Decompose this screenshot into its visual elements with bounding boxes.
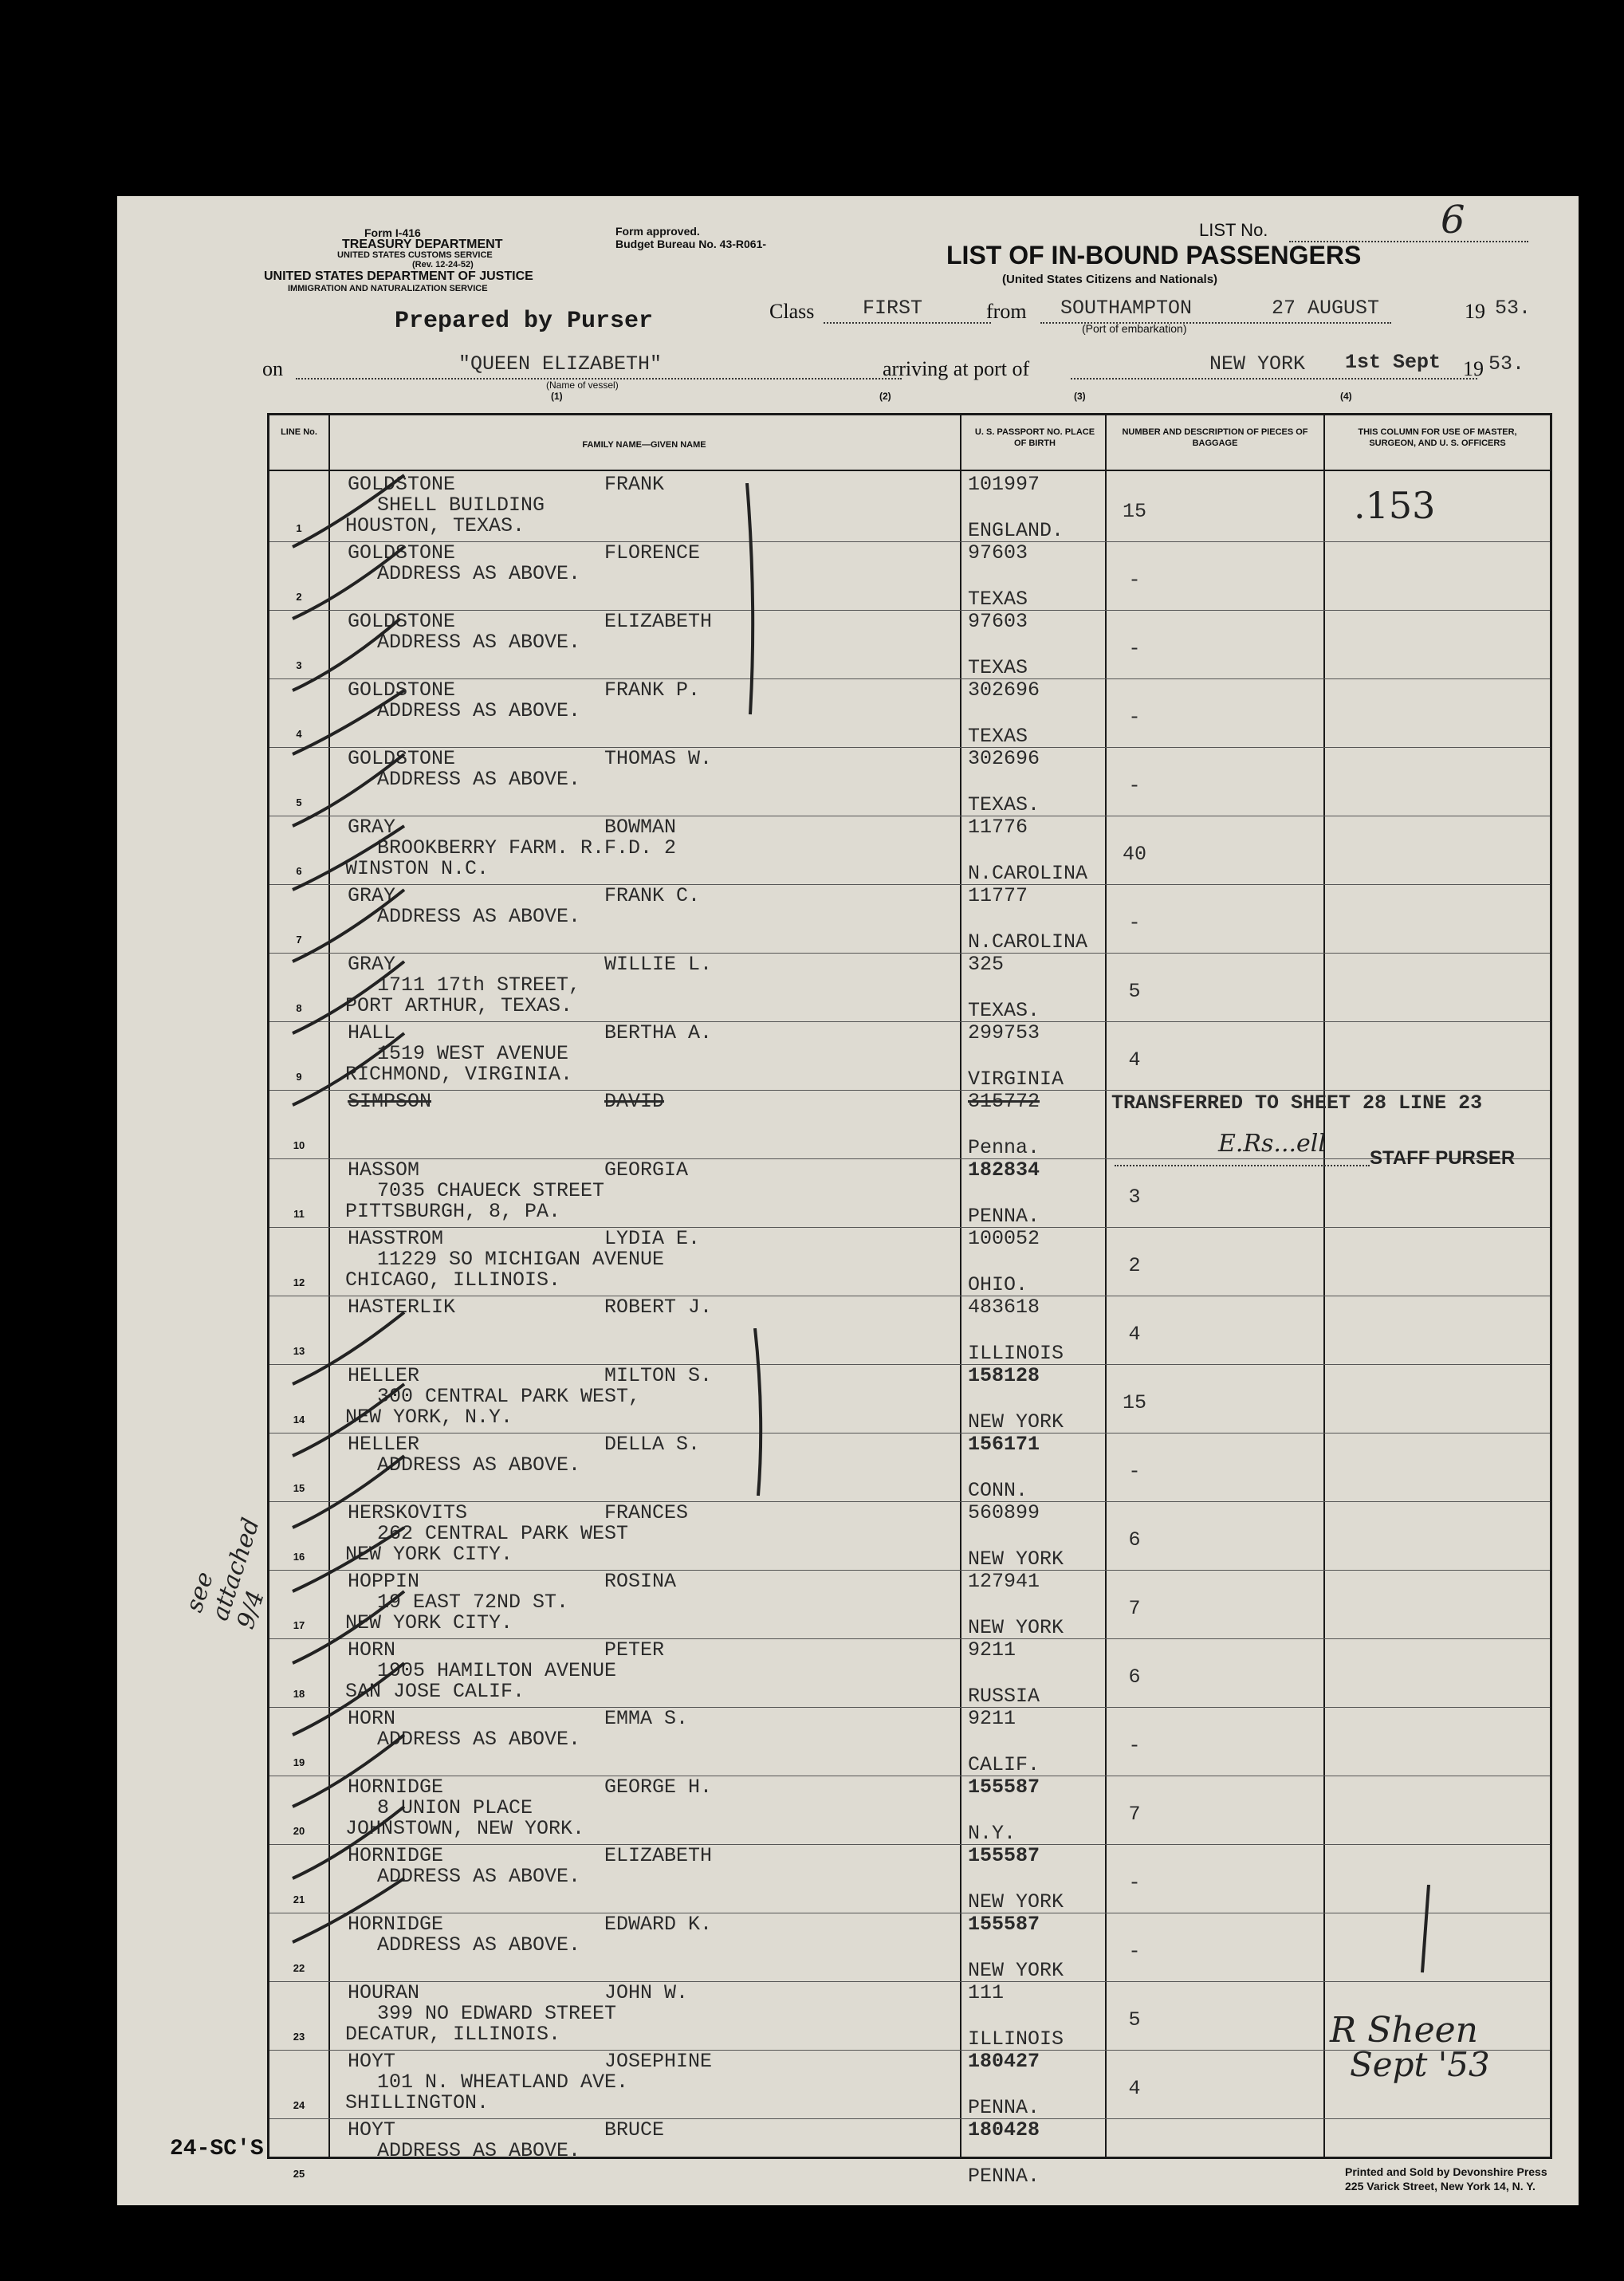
list-no-label: LIST No. <box>1199 220 1268 240</box>
printer-line-2: 225 Varick Street, New York 14, N. Y. <box>1345 2180 1536 2193</box>
passport-number: 560899 <box>968 1501 1040 1524</box>
passport-number: 156171 <box>968 1433 1040 1456</box>
departure-year: 53. <box>1495 297 1532 320</box>
address-line-1: ADDRESS AS ABOVE. <box>377 905 581 928</box>
place-of-birth: NEW YORK <box>968 1959 1064 1982</box>
passport-number: 315772 <box>968 1090 1040 1113</box>
arriving-label: arriving at port of <box>883 357 1030 380</box>
address-line-2: NEW YORK, N.Y. <box>345 1406 513 1429</box>
address-line-1: ADDRESS AS ABOVE. <box>377 562 581 585</box>
passport-number: 302696 <box>968 747 1040 770</box>
passport-number: 158128 <box>968 1364 1040 1387</box>
passport-number: 97603 <box>968 541 1028 564</box>
line-number: 17 <box>293 1619 305 1631</box>
list-subtitle: (United States Citizens and Nationals) <box>1002 273 1218 286</box>
address-line-2: NEW YORK CITY. <box>345 1543 513 1566</box>
purser-signature: E.Rs...ell <box>1218 1130 1326 1158</box>
address-line-1: 1519 WEST AVENUE <box>377 1042 569 1065</box>
passport-number: 97603 <box>968 610 1028 633</box>
place-of-birth: RUSSIA <box>968 1685 1040 1708</box>
family-name: HALL <box>348 1021 396 1044</box>
prepared-by: Prepared by Purser <box>395 308 654 335</box>
passport-number: 155587 <box>968 1913 1040 1936</box>
address-line-1: SHELL BUILDING <box>377 494 545 517</box>
place-of-birth: NEW YORK <box>968 1616 1064 1639</box>
from-value: SOUTHAMPTON <box>1060 297 1193 320</box>
department-label: TREASURY DEPARTMENT <box>342 238 503 251</box>
given-name: PETER <box>604 1638 665 1662</box>
line-number: 21 <box>293 1894 305 1905</box>
family-name: HASSOM <box>348 1158 420 1182</box>
family-name: SIMPSON <box>348 1090 432 1113</box>
line-number: 8 <box>296 1002 302 1014</box>
from-label: from <box>986 300 1027 323</box>
address-line-2: CHICAGO, ILLINOIS. <box>345 1268 561 1292</box>
arrival-year-prefix: 19 <box>1463 357 1484 380</box>
place-of-birth: TEXAS <box>968 588 1028 611</box>
address-line-2: DECATUR, ILLINOIS. <box>345 2023 561 2046</box>
family-name: HORNIDGE <box>348 1844 444 1867</box>
address-line-1: ADDRESS AS ABOVE. <box>377 1728 581 1751</box>
family-name: HOYT <box>348 2050 396 2073</box>
given-name: FRANK P. <box>604 678 701 702</box>
vessel-name: "QUEEN ELIZABETH" <box>458 352 663 376</box>
family-name: HORN <box>348 1707 396 1730</box>
place-of-birth: NEW YORK <box>968 1890 1064 1913</box>
family-name: HOURAN <box>348 1981 420 2004</box>
address-line-2: JOHNSTOWN, NEW YORK. <box>345 1817 585 1840</box>
inspector-signature-1: R Sheen <box>1330 2010 1479 2051</box>
departure-date: 27 AUGUST <box>1272 297 1380 320</box>
passport-number: 180428 <box>968 2118 1040 2141</box>
place-of-birth: TEXAS. <box>968 999 1040 1022</box>
line-number: 16 <box>293 1551 305 1563</box>
baggage-count: 40 <box>1122 843 1146 866</box>
address-line-1: 11229 SO MICHIGAN AVENUE <box>377 1248 665 1271</box>
on-label: on <box>262 357 283 380</box>
place-of-birth: N.CAROLINA <box>968 862 1088 885</box>
baggage-count: 6 <box>1128 1666 1141 1689</box>
baggage-count: - <box>1128 1734 1141 1757</box>
approved-label: Form approved. <box>615 225 700 238</box>
passport-number: 11776 <box>968 816 1028 839</box>
line-number: 7 <box>296 934 302 946</box>
family-name: HELLER <box>348 1364 420 1387</box>
passport-number: 155587 <box>968 1776 1040 1799</box>
address-line-2: RICHMOND, VIRGINIA. <box>345 1063 573 1086</box>
address-line-1: 19 EAST 72ND ST. <box>377 1591 569 1614</box>
line-number: 12 <box>293 1276 305 1288</box>
customs-label: UNITED STATES CUSTOMS SERVICE <box>337 250 493 260</box>
bracket-mark <box>1414 1885 1438 1980</box>
line-number: 19 <box>293 1756 305 1768</box>
address-line-1: BROOKBERRY FARM. R.F.D. 2 <box>377 836 677 859</box>
family-name: HASTERLIK <box>348 1296 456 1319</box>
place-of-birth: ENGLAND. <box>968 519 1064 542</box>
header-name: FAMILY NAME—GIVEN NAME <box>582 440 706 450</box>
budget-label: Budget Bureau No. 43-R061- <box>615 238 767 250</box>
line-number: 18 <box>293 1688 305 1700</box>
baggage-count: 15 <box>1122 1391 1146 1414</box>
footer-code: 24-SC'S <box>170 2137 264 2161</box>
address-line-1: 7035 CHAUECK STREET <box>377 1179 605 1202</box>
place-of-birth: OHIO. <box>968 1273 1028 1296</box>
address-line-1: 300 CENTRAL PARK WEST, <box>377 1385 641 1408</box>
officer-note: .153 <box>1354 484 1436 527</box>
passport-number: 483618 <box>968 1296 1040 1319</box>
given-name: DELLA S. <box>604 1433 701 1456</box>
arrival-year: 53. <box>1488 352 1525 376</box>
inspector-signature-2: Sept '53 <box>1350 2045 1490 2084</box>
family-name: HOPPIN <box>348 1570 420 1593</box>
baggage-count: - <box>1128 1460 1141 1483</box>
given-name: BOWMAN <box>604 816 677 839</box>
place-of-birth: TEXAS. <box>968 793 1040 816</box>
transferred-note: TRANSFERRED TO SHEET 28 LINE 23 <box>1111 1091 1483 1115</box>
baggage-count: 5 <box>1128 980 1141 1003</box>
line-number: 24 <box>293 2099 305 2111</box>
passport-number: 325 <box>968 953 1005 976</box>
class-label: Class <box>769 300 815 323</box>
header-passport: U. S. PASSPORT NO. PLACE OF BIRTH <box>974 427 1095 448</box>
baggage-count: 2 <box>1128 1254 1141 1277</box>
given-name: ELIZABETH <box>604 1844 713 1867</box>
baggage-count: 3 <box>1128 1186 1141 1209</box>
given-name: LYDIA E. <box>604 1227 701 1250</box>
passport-number: 127941 <box>968 1570 1040 1593</box>
family-name: GOLDSTONE <box>348 678 456 702</box>
family-name: HOYT <box>348 2118 396 2141</box>
baggage-count: 5 <box>1128 2008 1141 2031</box>
vessel-label: (Name of vessel) <box>546 380 619 391</box>
baggage-count: - <box>1128 774 1141 797</box>
place-of-birth: NEW YORK <box>968 1410 1064 1433</box>
list-number: 6 <box>1441 198 1465 242</box>
place-of-birth: ILLINOIS <box>968 2027 1064 2051</box>
baggage-count: - <box>1128 911 1141 934</box>
address-line-2: WINSTON N.C. <box>345 857 490 880</box>
line-number: 9 <box>296 1071 302 1083</box>
address-line-2: SHILLINGTON. <box>345 2091 490 2114</box>
baggage-count: 4 <box>1128 1048 1141 1072</box>
passport-number: 111 <box>968 1981 1005 2004</box>
given-name: JOHN W. <box>604 1981 689 2004</box>
place-of-birth: Penna. <box>968 1136 1040 1159</box>
baggage-count: - <box>1128 1871 1141 1894</box>
header-line-no: LINE No. <box>281 427 317 437</box>
header-baggage: NUMBER AND DESCRIPTION OF PIECES OF BAGGAGE <box>1122 427 1308 448</box>
class-value: FIRST <box>863 297 923 320</box>
address-line-1: ADDRESS AS ABOVE. <box>377 1453 581 1477</box>
column-number-1: (1) <box>551 391 563 402</box>
column-number-4: (4) <box>1340 391 1352 402</box>
revision-label: (Rev. 12-24-52) <box>412 260 474 269</box>
place-of-birth: TEXAS <box>968 656 1028 679</box>
baggage-count: - <box>1128 706 1141 729</box>
family-name: HORNIDGE <box>348 1776 444 1799</box>
address-line-1: ADDRESS AS ABOVE. <box>377 631 581 654</box>
address-line-1: ADDRESS AS ABOVE. <box>377 768 581 791</box>
given-name: BERTHA A. <box>604 1021 713 1044</box>
given-name: ROBERT J. <box>604 1296 713 1319</box>
family-name: GOLDSTONE <box>348 541 456 564</box>
given-name: MILTON S. <box>604 1364 713 1387</box>
line-number: 20 <box>293 1825 305 1837</box>
line-number: 5 <box>296 796 302 808</box>
ins-label: IMMIGRATION AND NATURALIZATION SERVICE <box>288 284 488 293</box>
family-name: HERSKOVITS <box>348 1501 468 1524</box>
address-line-1: 8 UNION PLACE <box>377 1796 533 1819</box>
arrival-port: NEW YORK <box>1209 352 1306 376</box>
given-name: GEORGE H. <box>604 1776 713 1799</box>
bracket-mark <box>739 483 763 722</box>
address-line-1: ADDRESS AS ABOVE. <box>377 2139 581 2162</box>
given-name: FLORENCE <box>604 541 701 564</box>
family-name: GRAY <box>348 953 396 976</box>
place-of-birth: TEXAS <box>968 725 1028 748</box>
column-number-2: (2) <box>879 391 891 402</box>
list-title: LIST OF IN-BOUND PASSENGERS <box>946 241 1362 269</box>
arrival-date: 1st Sept <box>1345 351 1441 374</box>
given-name: BRUCE <box>604 2118 665 2141</box>
line-number: 25 <box>293 2168 305 2180</box>
port-embarkation-label: (Port of embarkation) <box>1082 322 1187 335</box>
address-line-1: 399 NO EDWARD STREET <box>377 2002 617 2025</box>
line-number: 13 <box>293 1345 305 1357</box>
place-of-birth: CALIF. <box>968 1753 1040 1776</box>
given-name: FRANCES <box>604 1501 689 1524</box>
line-number: 15 <box>293 1482 305 1494</box>
family-name: GOLDSTONE <box>348 610 456 633</box>
line-number: 22 <box>293 1962 305 1974</box>
family-name: GOLDSTONE <box>348 473 456 496</box>
place-of-birth: PENNA. <box>968 2165 1040 2188</box>
place-of-birth: NEW YORK <box>968 1548 1064 1571</box>
address-line-1: 1711 17th STREET, <box>377 973 581 997</box>
given-name: ROSINA <box>604 1570 677 1593</box>
baggage-count: 4 <box>1128 1323 1141 1346</box>
place-of-birth: VIRGINIA <box>968 1068 1064 1091</box>
address-line-1: ADDRESS AS ABOVE. <box>377 699 581 722</box>
family-name: GOLDSTONE <box>348 747 456 770</box>
line-number: 14 <box>293 1414 305 1426</box>
baggage-count: - <box>1128 637 1141 660</box>
place-of-birth: PENNA. <box>968 1205 1040 1228</box>
header-officers: THIS COLUMN FOR USE OF MASTER, SURGEON, AND U. S. OFFICERS <box>1358 427 1517 448</box>
passport-number: 100052 <box>968 1227 1040 1250</box>
passport-number: 182834 <box>968 1158 1040 1182</box>
given-name: EDWARD K. <box>604 1913 713 1936</box>
given-name: FRANK C. <box>604 884 701 907</box>
passport-number: 180427 <box>968 2050 1040 2073</box>
given-name: GEORGIA <box>604 1158 689 1182</box>
line-number: 11 <box>293 1208 305 1220</box>
address-line-1: 1905 HAMILTON AVENUE <box>377 1659 617 1682</box>
address-line-2: NEW YORK CITY. <box>345 1611 513 1634</box>
line-number: 2 <box>296 591 302 603</box>
address-line-2: HOUSTON, TEXAS. <box>345 514 525 537</box>
passport-number: 9211 <box>968 1638 1016 1662</box>
line-number: 10 <box>293 1139 305 1151</box>
form-number: Form I-416 <box>364 226 421 239</box>
given-name: THOMAS W. <box>604 747 713 770</box>
passport-number: 299753 <box>968 1021 1040 1044</box>
manifest-sheet <box>117 196 1579 2205</box>
address-line-2: PITTSBURGH, 8, PA. <box>345 1200 561 1223</box>
baggage-count: - <box>1128 568 1141 592</box>
given-name: JOSEPHINE <box>604 2050 713 2073</box>
printer-line-1: Printed and Sold by Devonshire Press <box>1345 2165 1547 2178</box>
passport-number: 155587 <box>968 1844 1040 1867</box>
justice-label: UNITED STATES DEPARTMENT OF JUSTICE <box>264 269 533 283</box>
baggage-count: - <box>1128 1940 1141 1963</box>
place-of-birth: N.Y. <box>968 1822 1016 1845</box>
address-line-1: ADDRESS AS ABOVE. <box>377 1933 581 1957</box>
passport-number: 101997 <box>968 473 1040 496</box>
line-number: 23 <box>293 2031 305 2043</box>
year-prefix: 19 <box>1465 300 1485 323</box>
line-number: 4 <box>296 728 302 740</box>
line-number: 3 <box>296 659 302 671</box>
margin-note: see attached 9/4 <box>180 1514 270 1633</box>
column-number-3: (3) <box>1074 391 1086 402</box>
address-line-2: SAN JOSE CALIF. <box>345 1680 525 1703</box>
family-name: HORNIDGE <box>348 1913 444 1936</box>
place-of-birth: PENNA. <box>968 2096 1040 2119</box>
family-name: GRAY <box>348 816 396 839</box>
bracket-mark <box>747 1328 771 1504</box>
baggage-count: 6 <box>1128 1528 1141 1551</box>
place-of-birth: ILLINOIS <box>968 1342 1064 1365</box>
check-marks <box>269 459 476 2205</box>
family-name: HORN <box>348 1638 396 1662</box>
baggage-count: 4 <box>1128 2077 1141 2100</box>
address-line-2: PORT ARTHUR, TEXAS. <box>345 994 573 1017</box>
family-name: HASSTROM <box>348 1227 444 1250</box>
place-of-birth: CONN. <box>968 1479 1028 1502</box>
passport-number: 302696 <box>968 678 1040 702</box>
family-name: GRAY <box>348 884 396 907</box>
passport-number: 9211 <box>968 1707 1016 1730</box>
line-number: 1 <box>296 522 302 534</box>
given-name: WILLIE L. <box>604 953 713 976</box>
given-name: EMMA S. <box>604 1707 689 1730</box>
staff-purser-label: STAFF PURSER <box>1370 1147 1516 1169</box>
family-name: HELLER <box>348 1433 420 1456</box>
given-name: FRANK <box>604 473 665 496</box>
baggage-count: 7 <box>1128 1597 1141 1620</box>
place-of-birth: N.CAROLINA <box>968 930 1088 954</box>
address-line-1: 101 N. WHEATLAND AVE. <box>377 2071 629 2094</box>
given-name: DAVID <box>604 1090 665 1113</box>
address-line-1: ADDRESS AS ABOVE. <box>377 1865 581 1888</box>
baggage-count: 7 <box>1128 1803 1141 1826</box>
given-name: ELIZABETH <box>604 610 713 633</box>
baggage-count: 15 <box>1122 500 1146 523</box>
passport-number: 11777 <box>968 884 1028 907</box>
line-number: 6 <box>296 865 302 877</box>
address-line-1: 262 CENTRAL PARK WEST <box>377 1522 629 1545</box>
